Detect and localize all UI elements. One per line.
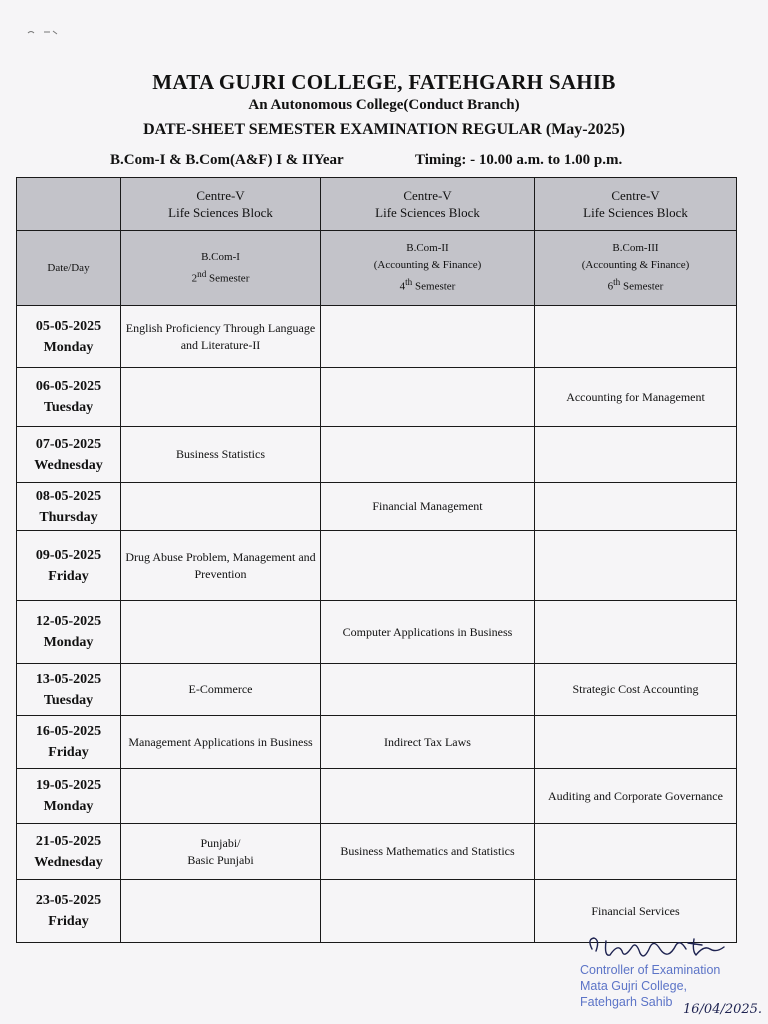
date-cell: [17, 664, 121, 716]
exam-date: 09-05-2025: [35, 547, 102, 563]
subject-cell: Management Applications in Business: [121, 716, 321, 769]
subject-cell: Financial Services: [535, 880, 737, 943]
exam-day: Friday: [48, 914, 89, 929]
centre-cell: [535, 178, 737, 231]
subject-cell: [321, 368, 535, 427]
exam-date: 12-05-2025: [35, 614, 102, 629]
course-header-bcom-2: [321, 231, 535, 306]
date-cell: [17, 368, 121, 427]
exam-date: 16-05-2025: [35, 724, 102, 739]
exam-day: Monday: [43, 339, 94, 355]
subject-cell: Punjabi/ Basic Punjabi: [121, 824, 321, 880]
course-semester: 2nd Semester: [191, 268, 250, 285]
signed-date: 16/04/2025.: [683, 1002, 763, 1017]
stamp-college: Mata Gujri College,: [580, 979, 687, 993]
centre-block: Life Sciences Block: [583, 205, 688, 220]
exam-day: Friday: [48, 568, 89, 584]
exam-day: Tuesday: [43, 400, 94, 415]
exam-day: Friday: [48, 745, 89, 760]
datesheet-title: DATE-SHEET SEMESTER EXAMINATION REGULAR (May-2025): [143, 121, 625, 138]
college-name: MATA GUJRI COLLEGE, FATEHGARH SAHIB: [152, 70, 616, 94]
date-cell: [17, 601, 121, 664]
exam-day: Wednesday: [34, 854, 103, 870]
course-semester: 4th Semester: [399, 277, 456, 293]
centre-name: Centre-V: [196, 188, 245, 203]
exam-day: Thursday: [39, 509, 98, 525]
centre-block: Life Sciences Block: [168, 205, 273, 220]
table-row: [17, 427, 737, 483]
exam-schedule-table: [16, 177, 737, 943]
exam-day: Monday: [43, 799, 94, 814]
subject-cell: Drug Abuse Problem, Management and Prevention: [121, 531, 321, 601]
corner-mark: [26, 28, 60, 36]
course-branch: (Accounting & Finance): [373, 259, 482, 272]
subject-cell: [121, 483, 321, 531]
subject-cell: Auditing and Corporate Governance: [535, 769, 737, 824]
subject-cell: Strategic Cost Accounting: [535, 664, 737, 716]
exam-day: Tuesday: [43, 692, 94, 708]
table-row: [17, 601, 737, 664]
table-row: [17, 769, 737, 824]
subject-cell: [121, 880, 321, 943]
subject-cell: [535, 306, 737, 368]
centre-cell: [121, 178, 321, 231]
exam-date: 08-05-2025: [35, 488, 102, 504]
table-row: [17, 716, 737, 769]
subject-cell: English Proficiency Through Language and Literature-II: [121, 306, 321, 368]
table-row: [17, 880, 737, 943]
subject-cell: Accounting for Management: [535, 368, 737, 427]
centre-blank-cell: [17, 178, 121, 231]
subject-cell: [321, 880, 535, 943]
timing-label: Timing: - 10.00 a.m. to 1.00 p.m.: [415, 152, 623, 168]
date-cell: [17, 427, 121, 483]
table-row: [17, 368, 737, 427]
centre-name: Centre-V: [403, 188, 452, 203]
date-cell: [17, 880, 121, 943]
subject-cell: [535, 716, 737, 769]
table-row: [17, 824, 737, 880]
program-label: B.Com-I & B.Com(A&F) I & IIYear: [110, 152, 344, 168]
course-name: B.Com-II: [406, 242, 449, 255]
exam-date: 06-05-2025: [35, 379, 102, 394]
subject-cell: E-Commerce: [121, 664, 321, 716]
subject-cell: [321, 769, 535, 824]
stamp-title: Controller of Examination: [580, 963, 721, 977]
subject-cell: [535, 824, 737, 880]
subject-cell: [321, 427, 535, 483]
course-branch: (Accounting & Finance): [581, 259, 690, 272]
college-subtitle: An Autonomous College(Conduct Branch): [248, 97, 520, 113]
table-row: [17, 306, 737, 368]
course-header-bcom-1: [121, 231, 321, 306]
subject-cell: Computer Applications in Business: [321, 601, 535, 664]
subject-cell: [321, 531, 535, 601]
subject-cell: [535, 531, 737, 601]
exam-date: 07-05-2025: [35, 436, 102, 452]
subject-cell: Indirect Tax Laws: [321, 716, 535, 769]
course-semester: 6th Semester: [607, 277, 664, 293]
exam-date: 05-05-2025: [35, 318, 102, 334]
centre-block: Life Sciences Block: [375, 205, 480, 220]
exam-day: Monday: [43, 635, 94, 650]
subject-cell: [121, 769, 321, 824]
exam-date: 21-05-2025: [35, 833, 102, 849]
date-cell: [17, 769, 121, 824]
centre-row: [17, 178, 737, 231]
subject-cell: Business Mathematics and Statistics: [321, 824, 535, 880]
subject-cell: Business Statistics: [121, 427, 321, 483]
course-name: B.Com-I: [201, 250, 240, 263]
subject-cell: [535, 427, 737, 483]
date-day-header: Date/Day: [17, 231, 121, 306]
subject-cell: Financial Management: [321, 483, 535, 531]
date-cell: [17, 824, 121, 880]
exam-day: Wednesday: [34, 457, 103, 473]
exam-date: 23-05-2025: [35, 893, 102, 908]
date-cell: [17, 306, 121, 368]
course-row: [17, 231, 737, 306]
subject-cell: [321, 306, 535, 368]
centre-name: Centre-V: [611, 188, 660, 203]
course-name: B.Com-III: [612, 242, 659, 255]
course-header-bcom-3: [535, 231, 737, 306]
date-cell: [17, 531, 121, 601]
subject-cell: [121, 601, 321, 664]
subject-cell: [321, 664, 535, 716]
subject-cell: [121, 368, 321, 427]
subject-cell: [535, 601, 737, 664]
date-cell: [17, 716, 121, 769]
centre-cell: [321, 178, 535, 231]
date-cell: [17, 483, 121, 531]
exam-date: 13-05-2025: [35, 671, 102, 687]
subject-cell: [535, 483, 737, 531]
exam-date: 19-05-2025: [35, 778, 102, 793]
stamp-place: Fatehgarh Sahib: [580, 995, 673, 1009]
table-row: [17, 531, 737, 601]
table-row: [17, 483, 737, 531]
table-row: [17, 664, 737, 716]
